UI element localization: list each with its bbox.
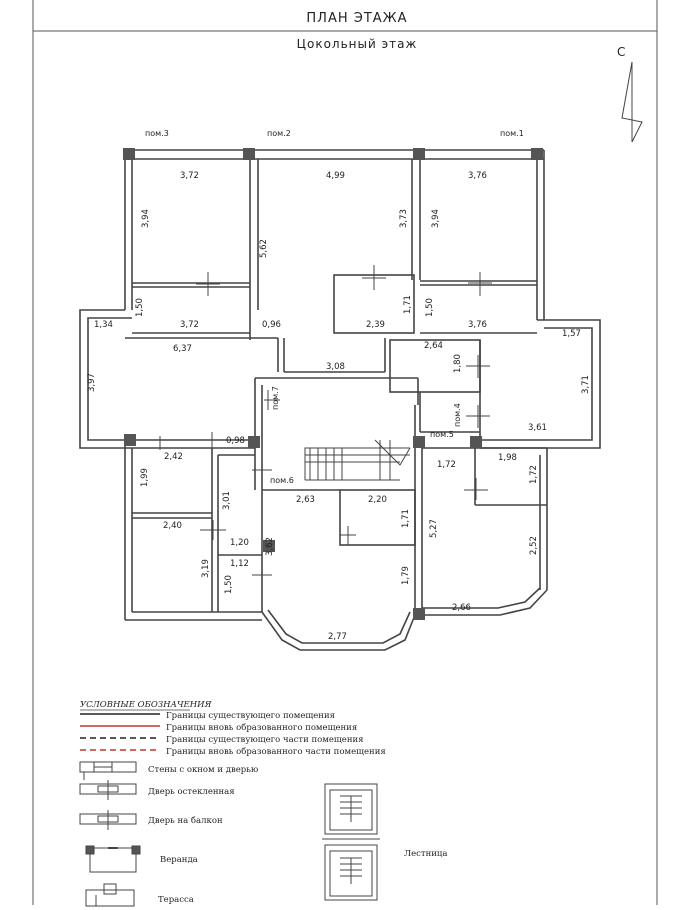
north-label: С bbox=[617, 45, 626, 59]
legend-glass-door: Дверь остекленная bbox=[148, 787, 235, 797]
dimension-labels bbox=[87, 171, 591, 642]
dim-1-99: 1,99 bbox=[140, 468, 150, 487]
door-marks bbox=[160, 265, 492, 585]
legend-line3: Границы существующего части помещения bbox=[166, 735, 364, 745]
legend-line4: Границы вновь образованного части помещения bbox=[166, 747, 386, 757]
glass-door-icon bbox=[80, 780, 136, 800]
room-label-pom4: пом.4 bbox=[453, 403, 462, 427]
dim-3-72-a: 3,72 bbox=[180, 171, 199, 181]
dim-2-52: 2,52 bbox=[529, 536, 539, 555]
dim-3-73: 3,73 bbox=[399, 209, 409, 228]
legend-walls: Стены с окном и дверью bbox=[148, 765, 259, 775]
dim-1-50-c: 1,50 bbox=[224, 575, 234, 594]
dim-5-62: 5,62 bbox=[259, 239, 269, 258]
dim-2-63: 2,63 bbox=[296, 495, 315, 505]
room-label-pom5: пом.5 bbox=[430, 430, 454, 439]
dim-1-12: 1,12 bbox=[230, 559, 249, 569]
dim-1-50-b: 1,50 bbox=[425, 298, 435, 317]
dim-2-64: 2,64 bbox=[424, 341, 443, 351]
dim-1-50-a: 1,50 bbox=[135, 298, 145, 317]
dim-3-71: 3,71 bbox=[581, 375, 591, 394]
room-label-pom1: пом.1 bbox=[500, 129, 524, 138]
sheet-title: ПЛАН ЭТАЖА bbox=[306, 11, 408, 26]
veranda-icon bbox=[86, 846, 140, 872]
dim-3-62: 3,62 bbox=[265, 537, 275, 556]
dim-3-08: 3,08 bbox=[326, 362, 345, 372]
plan-walls bbox=[80, 150, 600, 650]
wall-window-door-icon bbox=[80, 762, 136, 780]
legend-stairs: Лестница bbox=[404, 849, 448, 859]
dim-5-27: 5,27 bbox=[429, 519, 439, 538]
room-label-pom3: пом.3 bbox=[145, 129, 169, 138]
dim-1-80: 1,80 bbox=[453, 354, 463, 373]
room-label-pom2: пом.2 bbox=[267, 129, 291, 138]
dim-0-98: 0,98 bbox=[226, 436, 245, 446]
dim-2-77: 2,77 bbox=[328, 632, 347, 642]
dim-0-96: 0,96 bbox=[262, 320, 281, 330]
legend-terrace: Терасса bbox=[158, 895, 194, 905]
terrace-icon bbox=[86, 884, 134, 906]
dim-3-76-a: 3,76 bbox=[468, 171, 487, 181]
dim-2-40: 2,40 bbox=[163, 521, 182, 531]
legend-balcony-door: Дверь на балкон bbox=[148, 816, 223, 826]
dim-2-39: 2,39 bbox=[366, 320, 385, 330]
dim-3-94-b: 3,94 bbox=[431, 209, 441, 228]
dim-3-72-b: 3,72 bbox=[180, 320, 199, 330]
legend-line1: Границы существующего помещения bbox=[166, 711, 335, 721]
dim-1-72-b: 1,72 bbox=[529, 465, 539, 484]
dim-2-20: 2,20 bbox=[368, 495, 387, 505]
dim-1-20: 1,20 bbox=[230, 538, 249, 548]
legend-line-samples bbox=[80, 714, 160, 750]
floor-subtitle: Цокольный этаж bbox=[296, 37, 418, 51]
legend-veranda: Веранда bbox=[160, 855, 198, 865]
dim-1-71-a: 1,71 bbox=[403, 295, 413, 314]
stairs-icon bbox=[322, 784, 380, 900]
dim-1-79: 1,79 bbox=[401, 566, 411, 585]
dim-4-99: 4,99 bbox=[326, 171, 345, 181]
dim-6-37: 6,37 bbox=[173, 344, 192, 354]
dim-1-71-b: 1,71 bbox=[401, 509, 411, 528]
dim-2-42: 2,42 bbox=[164, 452, 183, 462]
dim-3-94-a: 3,94 bbox=[141, 209, 151, 228]
legend-title: УСЛОВНЫЕ ОБОЗНАЧЕНИЯ bbox=[80, 700, 212, 710]
dim-1-34: 1,34 bbox=[94, 320, 113, 330]
dim-3-61: 3,61 bbox=[528, 423, 547, 433]
dim-3-97: 3,97 bbox=[87, 373, 97, 392]
dim-2-66: 2,66 bbox=[452, 603, 471, 613]
dim-1-72-a: 1,72 bbox=[437, 460, 456, 470]
north-arrow-icon bbox=[622, 62, 642, 142]
dim-1-98: 1,98 bbox=[498, 453, 517, 463]
dim-1-57: 1,57 bbox=[562, 329, 581, 339]
room-label-pom6: пом.6 bbox=[270, 476, 294, 485]
dim-3-01: 3,01 bbox=[222, 491, 232, 510]
dim-3-76-b: 3,76 bbox=[468, 320, 487, 330]
room-label-pom7: пом.7 bbox=[271, 386, 280, 410]
legend-line2: Границы вновь образованного помещения bbox=[166, 723, 358, 733]
sheet-frame bbox=[33, 0, 657, 905]
staircase bbox=[305, 440, 410, 480]
dim-3-19: 3,19 bbox=[201, 559, 211, 578]
balcony-door-icon bbox=[80, 810, 136, 830]
